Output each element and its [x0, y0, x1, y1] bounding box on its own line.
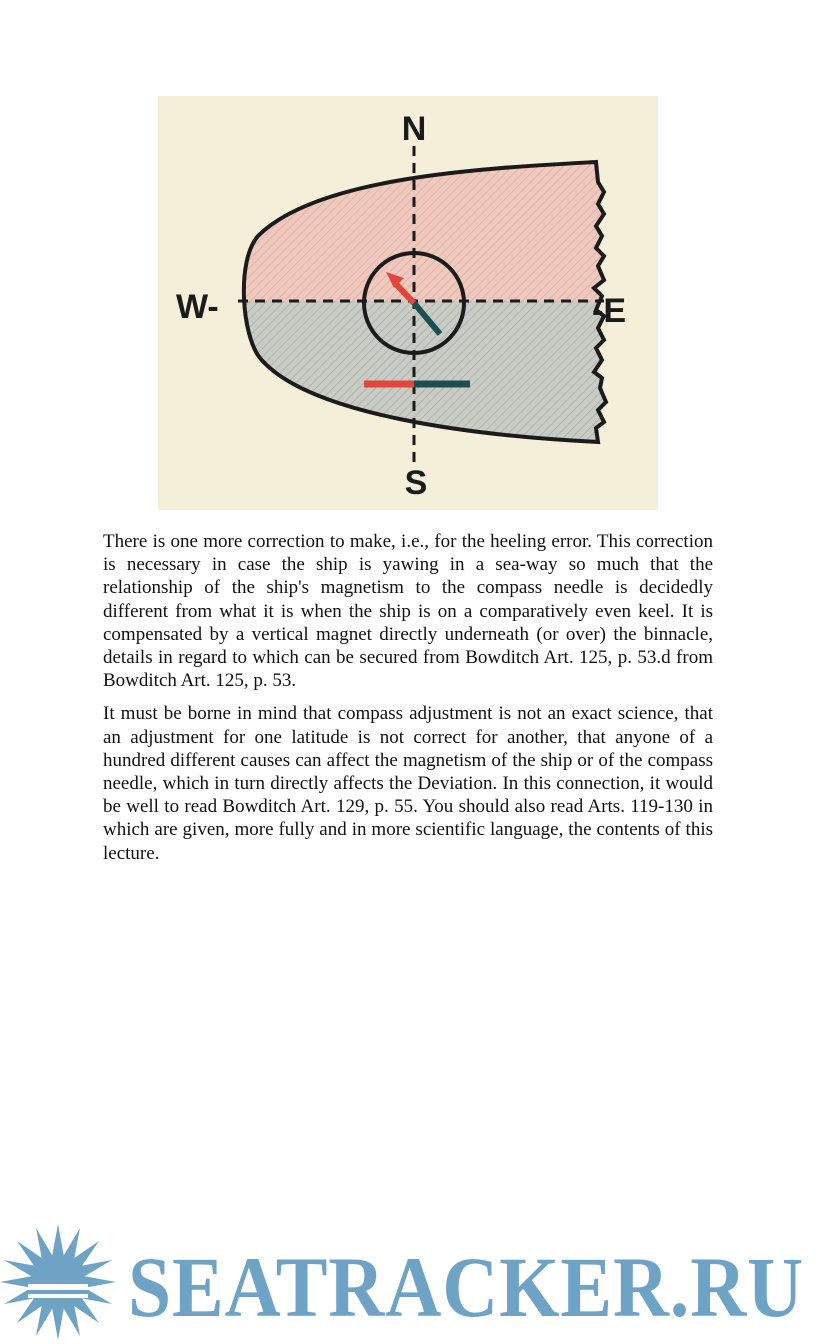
- hull-fill: [158, 96, 658, 510]
- label-south: S: [404, 464, 428, 502]
- paragraph-adjustment-note: It must be borne in mind that compass adjustment is not an exact science, that an adjustment for one latitude is not correct for another, that anyone of a hundred different causes can affect the magnetism of the ship or of the compass needle, which in turn directly affects the Deviation. In this connection, it would be well to read Bowditch Art. 129, p. 55. You should also read Arts. 119-130 in which are given, more fully and in more scientific language, the contents of this lecture.: [103, 703, 713, 864]
- watermark-svg: [0, 1216, 816, 1344]
- body-text: [103, 530, 713, 875]
- site-watermark: [0, 1216, 816, 1344]
- label-north: N: [401, 110, 427, 148]
- label-east: -E: [592, 292, 626, 330]
- sun-logo-icon: [0, 1224, 116, 1340]
- label-west: W-: [176, 288, 219, 326]
- heeling-error-diagram: [158, 96, 658, 510]
- paragraph-heeling-error: There is one more correction to make, i.e., for the heeling error. This correction is necessary in case the ship is yawing in a sea-way so much that the relationship of the ship's magnetism to the compass needle is decidedly different from what it is when the ship is on a comparatively even keel. It is compensated by a vertical magnet directly underneath (or over) the binnacle, details in regard to which can be secured from Bowditch Art. 125, p. 53.d from Bowditch Art. 125, p. 53.: [103, 531, 713, 692]
- watermark-text: SEATRACKER.RU: [128, 1239, 804, 1335]
- diagram-svg: [158, 96, 658, 510]
